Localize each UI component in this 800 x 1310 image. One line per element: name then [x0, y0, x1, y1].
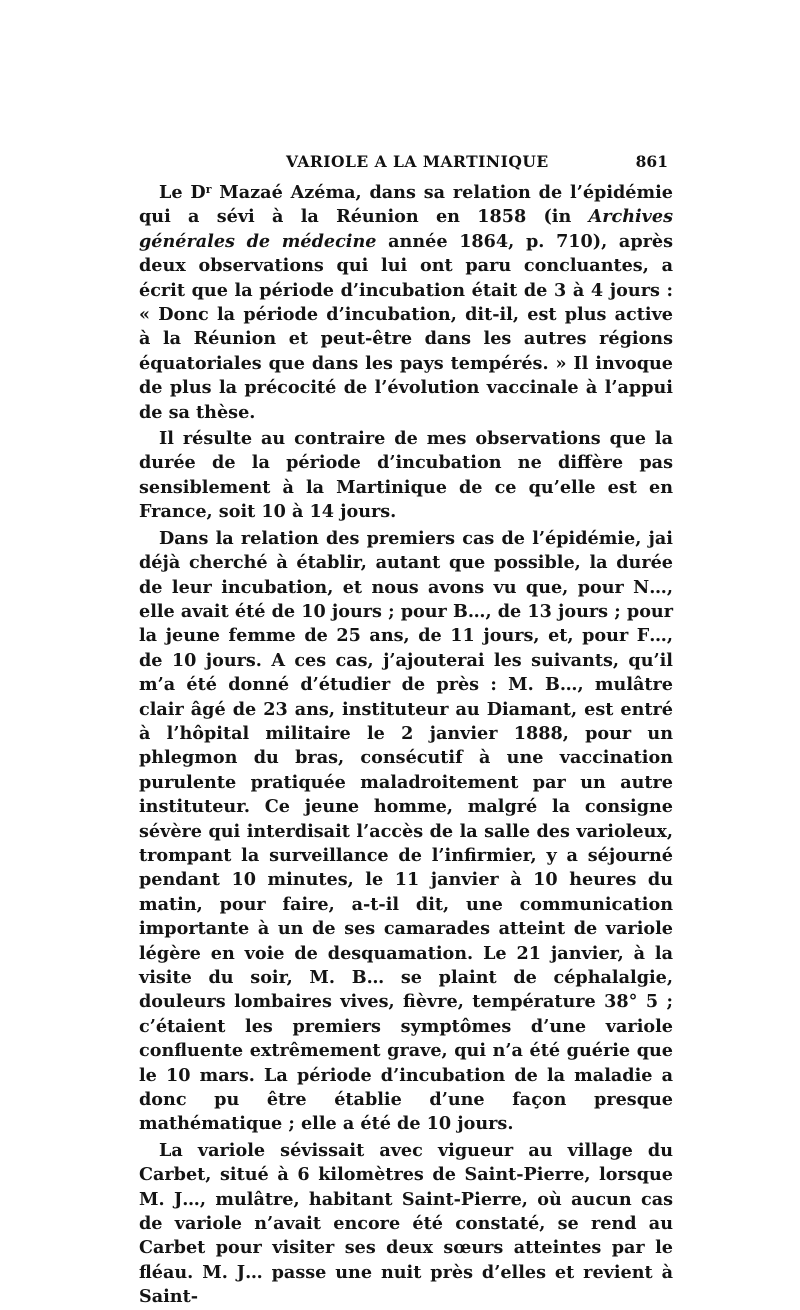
paragraph-2: Il résulte au contraire de mes observations que la durée de la période d’incubation ne diffère pas sensiblement à la Martinique de ce qu’elle est en France, soit 10 à 14 jours. — [139, 428, 673, 523]
paragraph-1-part-c: année 1864, p. 710), après deux observations qui lui ont paru concluantes, a écrit que la période d’incubation était de 3 à 4 jours : « Donc la période d’incubation, dit-il, est plus active à la Réunion et peut-être dans les autres régions équatoriales que dans les pays tempérés. » Il invoque de plus la précocité de l’évolution vaccinale à l’appui de sa thèse. — [139, 230, 673, 423]
paragraph-3: Dans la relation des premiers cas de l’épidémie, jai déjà cherché à établir, autant que possible, la durée de leur incubation, et nous avons vu que, pour N…, elle avait été de 10 jours ; pour B…, de 13 jours ; pour la jeune femme de 25 ans, de 11 jours, et, pour F…, de 10 jours. A ces cas, j’ajouterai les suivants, qu’il m’a été donné d’étudier de près : M. B…, mulâtre clair âgé de 23 ans, instituteur au Diamant, est entré à l’hôpital militaire le 2 janvier 1888, pour un phlegmon du bras, consécutif à une vaccination purulente pratiquée maladroitement par un autre instituteur. Ce jeune homme, malgré la consigne sévère qui interdisait l’accès de la salle des varioleux, trompant la surveillance de l’infirmier, y a séjourné pendant 10 minutes, le 11 janvier à 10 heures du matin, pour faire, a-t-il dit, une communication importante à un de ses camarades atteint de variole légère en voie de desquamation. Le 21 janvier, à la visite du soir, M. B… se plaint de céphalalgie, douleurs lombaires vives, fièvre, température 38° 5 ; c’étaient les premiers symptômes d’une variole confluente extrêmement grave, qui n’a été guérie que le 10 mars. La période d’incubation de la maladie a donc pu être établie d’une façon presque mathématique ; elle a été de 10 jours. — [139, 527, 673, 1135]
paragraph-4: La variole sévissait avec vigueur au village du Carbet, situé à 6 kilomètres de Saint-Pierre, lorsque M. J…, mulâtre, habitant Saint-Pierre, où aucun cas de variole n’avait encore été constaté, se rend au Carbet pour visiter ses deux sœurs atteintes par le fléau. M. J… passe une nuit près d’elles et revient à Saint- — [139, 1139, 673, 1308]
body-text — [139, 181, 673, 1310]
journal-title: Archives générales de médecine — [139, 206, 673, 252]
page-number: 861 — [635, 152, 668, 171]
doctor-abbrev-superscript: r — [205, 183, 212, 197]
paragraph-1-part-a: Le D — [159, 182, 206, 203]
paragraph-1-part-b: Mazaé Azéma, dans sa relation de l’épidémie qui a sévi à la Réunion en 1858 (in — [139, 182, 673, 228]
page-header — [140, 152, 668, 176]
running-title: VARIOLE A LA MARTINIQUE — [286, 152, 549, 171]
paragraph-1 — [139, 181, 673, 425]
